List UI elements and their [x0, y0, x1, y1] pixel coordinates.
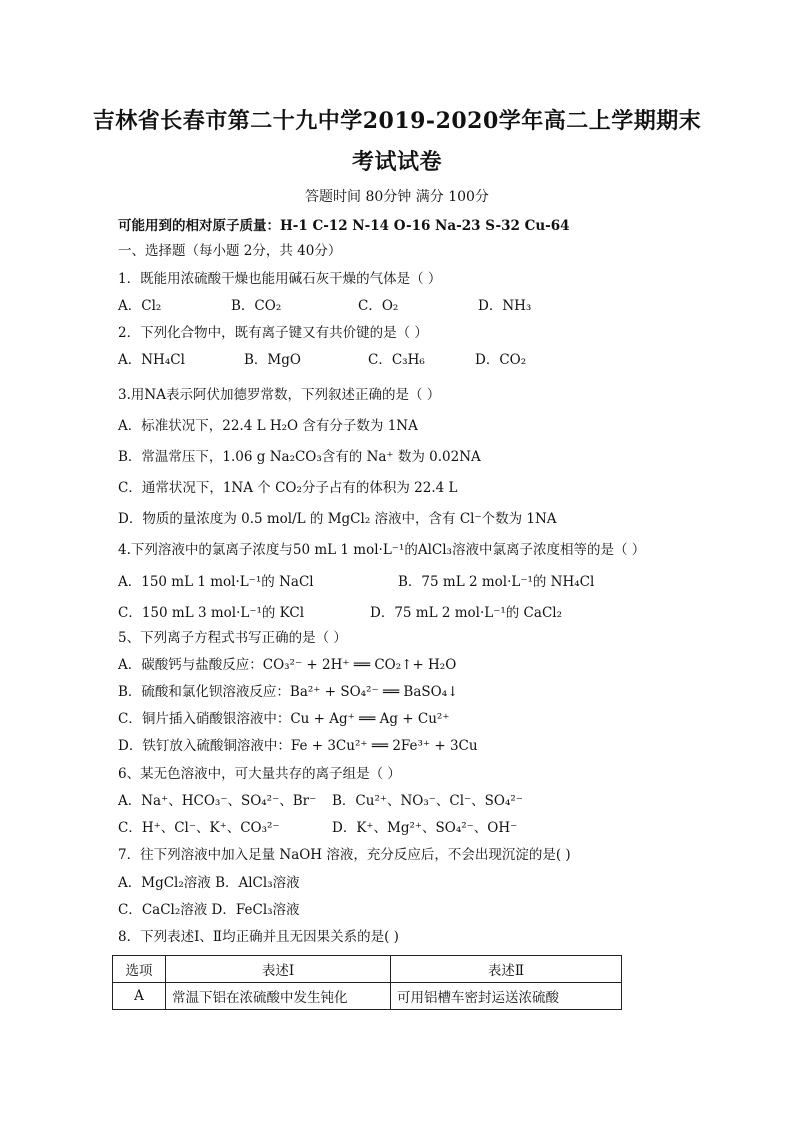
question-3-stem: 3.用NA表示阿伏加德罗常数，下列叙述正确的是（ ） — [118, 387, 441, 403]
option-c: C．O₂ — [358, 298, 399, 314]
table-header-cell: 选项 — [113, 956, 166, 983]
exam-title-line2: 考试试卷 — [351, 149, 442, 175]
question-5-stem: 5、下列离子方程式书写正确的是（ ） — [118, 630, 347, 646]
option-a: A．碳酸钙与盐酸反应：CO₃²⁻ + 2H⁺ ══ CO₂↑+ H₂O — [118, 657, 457, 673]
option-b: B．硫酸和氯化钡溶液反应：Ba²⁺ + SO₄²⁻ ══ BaSO₄↓ — [118, 684, 459, 700]
option-a: A．150 mL 1 mol·L⁻¹的 NaCl — [118, 574, 314, 590]
option-d: D．铁钉放入硫酸铜溶液中：Fe + 3Cu²⁺ ══ 2Fe³⁺ + 3Cu — [118, 738, 478, 754]
option-b: B．Cu²⁺、NO₃⁻、Cl⁻、SO₄²⁻ — [332, 793, 523, 809]
table-header-row — [113, 956, 622, 983]
question-4-stem: 4.下列溶液中的氯离子浓度与50 mL 1 mol·L⁻¹的AlCl₃溶液中氯离子浓度相等的是（ ） — [118, 542, 646, 558]
question-6-stem: 6、某无色溶液中，可大量共存的离子组是（ ） — [118, 766, 401, 782]
section-heading: 一、选择题（每小题 2分，共 40分） — [118, 243, 342, 259]
option-c: C．150 mL 3 mol·L⁻¹的 KCl — [118, 605, 305, 621]
option-b: B．75 mL 2 mol·L⁻¹的 NH₄Cl — [398, 574, 595, 590]
option-c: C．C₃H₆ — [368, 352, 425, 368]
option-d: D．CO₂ — [475, 352, 527, 368]
option-d: D．K⁺、Mg²⁺、SO₄²⁻、OH⁻ — [332, 820, 518, 836]
table-cell: A — [113, 983, 166, 1010]
table-cell: 常温下铝在浓硫酸中发生钝化 — [166, 983, 391, 1010]
question-7-options-row2: C．CaCl₂溶液 D．FeCl₃溶液 — [118, 902, 300, 918]
question-8-table — [112, 955, 622, 1010]
question-7-options-row1: A．MgCl₂溶液 B．AlCl₃溶液 — [118, 875, 300, 891]
option-c: C．H⁺、Cl⁻、K⁺、CO₃²⁻ — [118, 820, 280, 836]
option-a: A．Na⁺、HCO₃⁻、SO₄²⁻、Br⁻ — [118, 793, 317, 809]
question-2-stem: 2．下列化合物中，既有离子键又有共价键的是（ ） — [118, 325, 428, 341]
table-header-cell: 表述Ⅰ — [166, 956, 391, 983]
option-d: D．NH₃ — [478, 298, 532, 314]
question-8-stem: 8．下列表述Ⅰ、Ⅱ均正确并且无因果关系的是( ) — [118, 929, 399, 945]
option-b: B．常温常压下，1.06 g Na₂CO₃含有的 Na⁺ 数为 0.02NA — [118, 449, 481, 465]
option-d: D．75 mL 2 mol·L⁻¹的 CaCl₂ — [370, 605, 562, 621]
exam-title-line1: 吉林省长春市第二十九中学2019-2020学年高二上学期期末 — [92, 108, 702, 134]
option-b: B．CO₂ — [231, 298, 282, 314]
table-cell: 可用铝槽车密封运送浓硫酸 — [391, 983, 622, 1010]
option-a: A．Cl₂ — [118, 298, 162, 314]
question-1-stem: 1．既能用浓硫酸干燥也能用碱石灰干燥的气体是（ ） — [118, 271, 442, 287]
option-c: C．通常状况下，1NA 个 CO₂分子占有的体积为 22.4 L — [118, 480, 458, 496]
table-row — [113, 983, 622, 1010]
question-7-stem: 7．往下列溶液中加入足量 NaOH 溶液，充分反应后，不会出现沉淀的是( ) — [118, 847, 571, 863]
option-d: D．物质的量浓度为 0.5 mol/L 的 MgCl₂ 溶液中，含有 Cl⁻个数为 1NA — [118, 511, 557, 527]
option-b: B．MgO — [244, 352, 301, 368]
exam-subtitle: 答题时间 80分钟 满分 100分 — [305, 189, 489, 205]
atomic-masses: 可能用到的相对原子质量：H-1 C-12 N-14 O-16 Na-23 S-32 Cu-64 — [118, 218, 570, 234]
table-header-cell: 表述Ⅱ — [391, 956, 622, 983]
option-a: A．NH₄Cl — [118, 352, 185, 368]
option-a: A．标准状况下，22.4 L H₂O 含有分子数为 1NA — [118, 418, 418, 434]
option-c: C．铜片插入硝酸银溶液中：Cu + Ag⁺ ══ Ag + Cu²⁺ — [118, 711, 450, 727]
